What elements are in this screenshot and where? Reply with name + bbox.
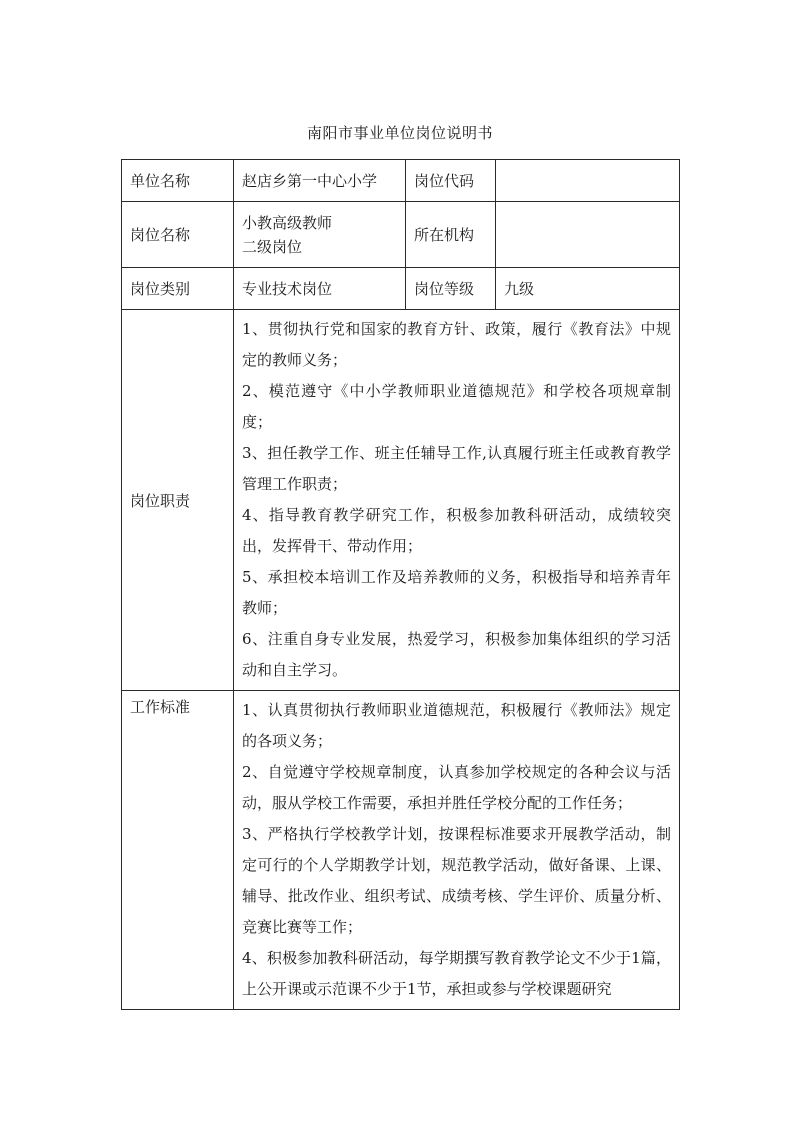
post-code-label: 岗位代码	[406, 160, 496, 202]
department-label: 所在机构	[406, 202, 496, 268]
post-type-label: 岗位类别	[122, 268, 234, 310]
post-description-table	[121, 159, 680, 1010]
duty-item: 3、担任教学工作、班主任辅导工作,认真履行班主任或教育教学管理工作职责；	[242, 444, 671, 493]
row-post-name	[122, 202, 680, 268]
duty-item: 6、注重自身专业发展，热爱学习，积极参加集体组织的学习活动和自主学习。	[242, 630, 671, 679]
post-grade-label: 岗位等级	[406, 268, 496, 310]
post-name-value	[234, 202, 406, 268]
post-code-value	[496, 160, 680, 202]
standard-item: 4、积极参加教科研活动，每学期撰写教育教学论文不少于1篇，上公开课或示范课不少于1节，承担或参与学校课题研究	[242, 949, 671, 998]
unit-name-label: 单位名称	[122, 160, 234, 202]
standards-content	[234, 691, 680, 1010]
duty-item: 1、贯彻执行党和国家的教育方针、政策，履行《教育法》中规定的教师义务；	[242, 320, 671, 369]
row-unit-name	[122, 160, 680, 202]
duties-label: 岗位职责	[122, 310, 234, 691]
post-grade-value: 九级	[496, 268, 680, 310]
department-value	[496, 202, 680, 268]
row-post-type	[122, 268, 680, 310]
duty-item: 2、模范遵守《中小学教师职业道德规范》和学校各项规章制度；	[242, 382, 671, 431]
post-name-line: 二级岗位	[242, 237, 303, 256]
post-name-line: 小教高级教师	[242, 213, 333, 232]
standard-item: 1、认真贯彻执行教师职业道德规范，积极履行《教师法》规定的各项义务；	[242, 701, 671, 750]
standards-label: 工作标准	[122, 691, 234, 1010]
duties-content	[234, 310, 680, 691]
row-duties	[122, 310, 680, 691]
document-title: 南阳市事业单位岗位说明书	[306, 124, 493, 142]
standard-item: 3、严格执行学校教学计划，按课程标准要求开展教学活动，制定可行的个人学期教学计划，规范教学活动，做好备课、上课、辅导、批改作业、组织考试、成绩考核、学生评价、质量分析、竞赛比赛等工作；	[242, 825, 671, 936]
duty-item: 4、指导教育教学研究工作，积极参加教科研活动，成绩较突出，发挥骨干、带动作用；	[242, 506, 671, 555]
unit-name-value: 赵店乡第一中心小学	[234, 160, 406, 202]
standard-item: 2、自觉遵守学校规章制度，认真参加学校规定的各种会议与活动，服从学校工作需要，承担并胜任学校分配的工作任务；	[242, 763, 671, 812]
post-name-label: 岗位名称	[122, 202, 234, 268]
duty-item: 5、承担校本培训工作及培养教师的义务，积极指导和培养青年教师；	[242, 568, 671, 617]
row-standards	[122, 691, 680, 1010]
post-type-value: 专业技术岗位	[234, 268, 406, 310]
